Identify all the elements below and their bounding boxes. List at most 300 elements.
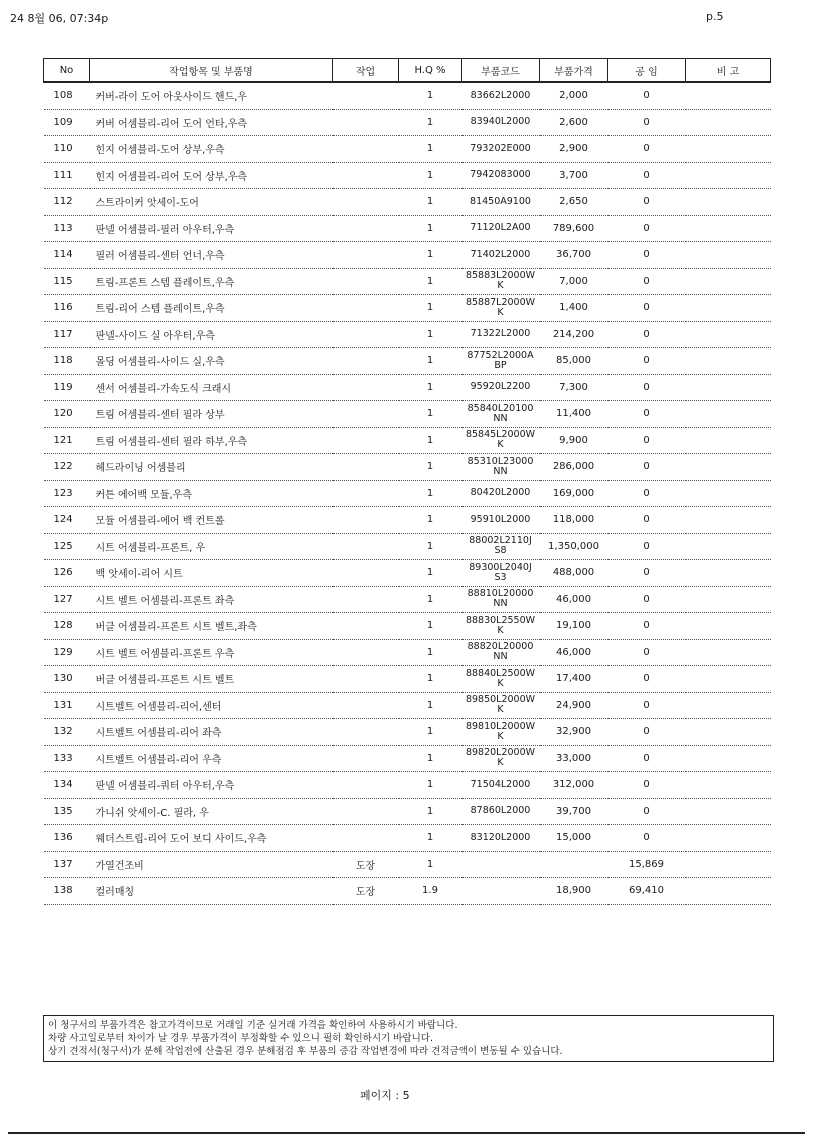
- cell-labor: 0: [608, 533, 686, 560]
- cell-qty: 1: [399, 533, 462, 560]
- cell-name: 커버-라이 도어 아웃사이드 핸드,우: [90, 82, 333, 109]
- cell-price: 214,200: [540, 321, 608, 348]
- part-code-suffix: S8: [494, 545, 507, 557]
- table-row: [44, 719, 771, 746]
- cell-qty: 1: [399, 374, 462, 401]
- cell-name: 힌지 어셈블리-리어 도어 상부,우측: [90, 162, 333, 189]
- cell-no: 117: [44, 321, 90, 348]
- page-footer: 페이지 : 5: [360, 1089, 410, 1102]
- table-row: [44, 82, 771, 109]
- cell-work: [333, 666, 399, 693]
- table-row: [44, 454, 771, 481]
- table-row: [44, 798, 771, 825]
- cell-code: [462, 348, 540, 375]
- cell-code: 71402L2000: [462, 242, 540, 269]
- cell-labor: 0: [608, 586, 686, 613]
- cell-price: 24,900: [540, 692, 608, 719]
- cell-note: [686, 719, 771, 746]
- cell-note: [686, 268, 771, 295]
- cell-qty: 1: [399, 745, 462, 772]
- cell-note: [686, 321, 771, 348]
- cell-code: [462, 719, 540, 746]
- cell-price: 32,900: [540, 719, 608, 746]
- cell-qty: 1: [399, 109, 462, 136]
- cell-price: 169,000: [540, 480, 608, 507]
- cell-price: 7,300: [540, 374, 608, 401]
- cell-code: [462, 268, 540, 295]
- table-row: [44, 427, 771, 454]
- cell-note: [686, 586, 771, 613]
- cell-note: [686, 878, 771, 905]
- cell-labor: 0: [608, 613, 686, 640]
- cell-no: 130: [44, 666, 90, 693]
- cell-code: [462, 560, 540, 587]
- cell-labor: 0: [608, 772, 686, 799]
- part-code-line: 85887L2000W: [465, 296, 536, 308]
- cell-note: [686, 798, 771, 825]
- table-body: [44, 82, 771, 904]
- cell-name: 버클 어셈블리-프론트 시트 벨트: [90, 666, 333, 693]
- cell-labor: 0: [608, 348, 686, 375]
- table-row: [44, 745, 771, 772]
- cell-qty: 1: [399, 639, 462, 666]
- cell-code: 80420L2000: [462, 480, 540, 507]
- cell-labor: 0: [608, 215, 686, 242]
- cell-labor: 15,869: [608, 851, 686, 878]
- cell-price: 39,700: [540, 798, 608, 825]
- cell-no: 119: [44, 374, 90, 401]
- cell-name: 힌지 어셈블리-도어 상부,우측: [90, 136, 333, 163]
- cell-code: [462, 533, 540, 560]
- table-row: [44, 878, 771, 905]
- cell-note: [686, 401, 771, 428]
- cell-qty: 1: [399, 189, 462, 216]
- cell-code: 81450A9100: [462, 189, 540, 216]
- table-row: [44, 560, 771, 587]
- table-row: [44, 586, 771, 613]
- cell-no: 123: [44, 480, 90, 507]
- cell-code: 87860L2000: [462, 798, 540, 825]
- cell-work: [333, 825, 399, 852]
- cell-labor: 0: [608, 639, 686, 666]
- cell-labor: 0: [608, 295, 686, 322]
- cell-qty: 1: [399, 401, 462, 428]
- part-code-suffix: NN: [493, 598, 508, 610]
- cell-note: [686, 109, 771, 136]
- notice-line: 이 청구서의 부품가격은 참고가격이므로 거래일 기준 실거래 가격을 확인하여 사용하시기 바랍니다.: [48, 1020, 458, 1031]
- cell-note: [686, 295, 771, 322]
- cell-work: [333, 507, 399, 534]
- cell-work: [333, 745, 399, 772]
- table-row: [44, 109, 771, 136]
- cell-price: 85,000: [540, 348, 608, 375]
- cell-price: 1,350,000: [540, 533, 608, 560]
- header-work: 작업: [333, 59, 399, 83]
- cell-qty: 1: [399, 162, 462, 189]
- cell-name: 시트벨트 어셈블리-리어 좌측: [90, 719, 333, 746]
- cell-name: 트림 어셈블리-센터 필라 상부: [90, 401, 333, 428]
- part-code-line: 85845L2000W: [465, 429, 536, 441]
- cell-qty: 1: [399, 82, 462, 109]
- cell-work: [333, 427, 399, 454]
- cell-qty: 1: [399, 507, 462, 534]
- cell-no: 134: [44, 772, 90, 799]
- cell-work: 도장: [333, 851, 399, 878]
- cell-labor: 0: [608, 825, 686, 852]
- cell-note: [686, 136, 771, 163]
- cell-no: 129: [44, 639, 90, 666]
- cell-name: 센서 어셈블리-가속도식 크래시: [90, 374, 333, 401]
- cell-work: [333, 82, 399, 109]
- header-name: 작업항목 및 부품명: [90, 59, 333, 83]
- cell-labor: 0: [608, 719, 686, 746]
- cell-price: 488,000: [540, 560, 608, 587]
- cell-qty: 1: [399, 480, 462, 507]
- cell-price: 46,000: [540, 586, 608, 613]
- part-code-line: 88810L20000: [467, 588, 534, 600]
- cell-no: 136: [44, 825, 90, 852]
- cell-work: [333, 348, 399, 375]
- cell-no: 120: [44, 401, 90, 428]
- cell-no: 111: [44, 162, 90, 189]
- cell-code: [462, 692, 540, 719]
- cell-price: 15,000: [540, 825, 608, 852]
- cell-work: [333, 719, 399, 746]
- cell-labor: 0: [608, 82, 686, 109]
- cell-labor: 0: [608, 507, 686, 534]
- cell-price: 9,900: [540, 427, 608, 454]
- cell-qty: 1: [399, 242, 462, 269]
- cell-qty: 1: [399, 215, 462, 242]
- cell-labor: 0: [608, 109, 686, 136]
- cell-code: 71322L2000: [462, 321, 540, 348]
- cell-work: [333, 692, 399, 719]
- part-code-suffix: K: [497, 757, 504, 769]
- cell-note: [686, 772, 771, 799]
- cell-name: 시트 벨트 어셈블리-프론트 우측: [90, 639, 333, 666]
- cell-note: [686, 825, 771, 852]
- cell-code: [462, 851, 540, 878]
- cell-note: [686, 454, 771, 481]
- cell-note: [686, 639, 771, 666]
- cell-work: [333, 586, 399, 613]
- cell-price: 2,600: [540, 109, 608, 136]
- cell-code: 71504L2000: [462, 772, 540, 799]
- cell-code: 71120L2A00: [462, 215, 540, 242]
- part-code-line: 87752L2000A: [467, 349, 534, 361]
- cell-code: 83940L2000: [462, 109, 540, 136]
- table-row: [44, 215, 771, 242]
- cell-qty: 1: [399, 427, 462, 454]
- cell-code: 793202E000: [462, 136, 540, 163]
- cell-note: [686, 348, 771, 375]
- cell-labor: 0: [608, 162, 686, 189]
- cell-code: [462, 427, 540, 454]
- cell-labor: 0: [608, 454, 686, 481]
- notice-line: 상기 견적서(청구서)가 분해 작업전에 산출된 경우 분해점검 후 부품의 증감 작업변경에 따라 견적금액이 변동될 수 있습니다.: [48, 1046, 563, 1057]
- cell-labor: 0: [608, 560, 686, 587]
- cell-work: [333, 189, 399, 216]
- cell-name: 시트벨트 어셈블리-리어 우측: [90, 745, 333, 772]
- part-code-suffix: K: [497, 624, 504, 636]
- cell-labor: 0: [608, 666, 686, 693]
- cell-code: 95920L2200: [462, 374, 540, 401]
- cell-work: [333, 162, 399, 189]
- cell-price: 118,000: [540, 507, 608, 534]
- cell-work: [333, 136, 399, 163]
- cell-name: 헤드라이닝 어셈블리: [90, 454, 333, 481]
- cell-work: 도장: [333, 878, 399, 905]
- part-code-line: 85840L20100: [467, 402, 534, 414]
- part-code-line: 89820L2000W: [465, 747, 536, 759]
- cell-code: [462, 878, 540, 905]
- notice-line: 차량 사고일로부터 차이가 날 경우 부품가격이 부정확할 수 있으니 필히 확인하시기 바랍니다.: [48, 1033, 433, 1044]
- cell-work: [333, 772, 399, 799]
- part-code-suffix: NN: [493, 465, 508, 477]
- cell-labor: 0: [608, 480, 686, 507]
- cell-price: 2,650: [540, 189, 608, 216]
- cell-no: 113: [44, 215, 90, 242]
- header-code: 부품코드: [462, 59, 540, 83]
- table-row: [44, 639, 771, 666]
- table-row: [44, 268, 771, 295]
- cell-work: [333, 613, 399, 640]
- table-row: [44, 772, 771, 799]
- cell-note: [686, 215, 771, 242]
- cell-code: [462, 295, 540, 322]
- cell-name: 트림 어셈블리-센터 필라 하부,우측: [90, 427, 333, 454]
- cell-price: 33,000: [540, 745, 608, 772]
- cell-price: 18,900: [540, 878, 608, 905]
- header-labor: 공 임: [608, 59, 686, 83]
- part-code-suffix: K: [497, 704, 504, 716]
- parts-table: [43, 58, 771, 905]
- cell-work: [333, 268, 399, 295]
- table-row: [44, 533, 771, 560]
- part-code-line: 88830L2550W: [465, 614, 536, 626]
- cell-code: [462, 613, 540, 640]
- cell-work: [333, 639, 399, 666]
- cell-qty: 1: [399, 560, 462, 587]
- part-code-line: 88840L2500W: [465, 667, 536, 679]
- notice-box: [43, 1015, 774, 1062]
- cell-work: [333, 374, 399, 401]
- cell-no: 138: [44, 878, 90, 905]
- part-code-line: 85310L23000: [467, 455, 534, 467]
- cell-name: 트림-프론트 스텝 플레이트,우측: [90, 268, 333, 295]
- cell-no: 128: [44, 613, 90, 640]
- cell-name: 컬러매칭: [90, 878, 333, 905]
- part-code-line: 88820L20000: [467, 641, 534, 653]
- cell-qty: 1: [399, 772, 462, 799]
- cell-labor: 0: [608, 692, 686, 719]
- estimate-sheet: [43, 58, 770, 905]
- cell-qty: 1.9: [399, 878, 462, 905]
- part-code-line: 89850L2000W: [465, 694, 536, 706]
- cell-no: 118: [44, 348, 90, 375]
- cell-name: 웨더스트립-리어 도어 보디 사이드,우측: [90, 825, 333, 852]
- table-row: [44, 613, 771, 640]
- cell-code: [462, 745, 540, 772]
- cell-work: [333, 560, 399, 587]
- cell-price: 1,400: [540, 295, 608, 322]
- table-row: [44, 401, 771, 428]
- cell-note: [686, 374, 771, 401]
- cell-price: 286,000: [540, 454, 608, 481]
- cell-labor: 0: [608, 401, 686, 428]
- part-code-suffix: S3: [494, 571, 507, 583]
- part-code-suffix: BP: [494, 359, 507, 371]
- cell-name: 시트 벨트 어셈블리-프론트 좌측: [90, 586, 333, 613]
- part-code-suffix: NN: [493, 651, 508, 663]
- cell-work: [333, 533, 399, 560]
- cell-name: 커튼 에어백 모듈,우측: [90, 480, 333, 507]
- cell-no: 127: [44, 586, 90, 613]
- cell-name: 커버 어셈블리-리어 도어 언타,우측: [90, 109, 333, 136]
- cell-labor: 0: [608, 427, 686, 454]
- cell-code: 95910L2000: [462, 507, 540, 534]
- page-number: p.5: [706, 10, 724, 23]
- cell-note: [686, 692, 771, 719]
- cell-labor: 0: [608, 242, 686, 269]
- cell-qty: 1: [399, 613, 462, 640]
- header-no: No: [44, 59, 90, 83]
- cell-name: 스트라이커 앗세이-도어: [90, 189, 333, 216]
- cell-note: [686, 560, 771, 587]
- cell-qty: 1: [399, 268, 462, 295]
- cell-no: 112: [44, 189, 90, 216]
- cell-note: [686, 242, 771, 269]
- cell-labor: 0: [608, 798, 686, 825]
- cell-no: 121: [44, 427, 90, 454]
- part-code-suffix: NN: [493, 412, 508, 424]
- cell-no: 116: [44, 295, 90, 322]
- cell-note: [686, 613, 771, 640]
- part-code-line: 88002L2110J: [469, 535, 532, 547]
- cell-no: 135: [44, 798, 90, 825]
- cell-price: 2,000: [540, 82, 608, 109]
- cell-code: 83120L2000: [462, 825, 540, 852]
- cell-code: 7942083000: [462, 162, 540, 189]
- table-row: [44, 507, 771, 534]
- cell-work: [333, 454, 399, 481]
- cell-price: 46,000: [540, 639, 608, 666]
- cell-price: 11,400: [540, 401, 608, 428]
- table-row: [44, 825, 771, 852]
- cell-no: 131: [44, 692, 90, 719]
- cell-price: 17,400: [540, 666, 608, 693]
- cell-labor: 0: [608, 374, 686, 401]
- cell-no: 115: [44, 268, 90, 295]
- table-row: [44, 666, 771, 693]
- cell-no: 109: [44, 109, 90, 136]
- cell-code: [462, 639, 540, 666]
- cell-no: 137: [44, 851, 90, 878]
- cell-code: [462, 666, 540, 693]
- table-row: [44, 295, 771, 322]
- cell-labor: 0: [608, 745, 686, 772]
- table-row: [44, 242, 771, 269]
- cell-note: [686, 480, 771, 507]
- cell-name: 가열건조비: [90, 851, 333, 878]
- cell-name: 판넬 어셈블리-필러 아우터,우측: [90, 215, 333, 242]
- cell-name: 시트 어셈블리-프론트, 우: [90, 533, 333, 560]
- cell-labor: 0: [608, 268, 686, 295]
- cell-name: 모듈 어셈블리-에어 백 컨트롤: [90, 507, 333, 534]
- cell-no: 110: [44, 136, 90, 163]
- table-row: [44, 692, 771, 719]
- table-row: [44, 162, 771, 189]
- cell-labor: 69,410: [608, 878, 686, 905]
- cell-name: 시트벨트 어셈블리-리어,센터: [90, 692, 333, 719]
- cell-price: 2,900: [540, 136, 608, 163]
- table-row: [44, 189, 771, 216]
- cell-no: 124: [44, 507, 90, 534]
- cell-note: [686, 189, 771, 216]
- cell-qty: 1: [399, 825, 462, 852]
- cell-code: [462, 586, 540, 613]
- cell-no: 114: [44, 242, 90, 269]
- cell-qty: 1: [399, 666, 462, 693]
- cell-note: [686, 745, 771, 772]
- cell-note: [686, 507, 771, 534]
- cell-qty: 1: [399, 692, 462, 719]
- cell-price: 36,700: [540, 242, 608, 269]
- cell-code: 83662L2000: [462, 82, 540, 109]
- table-row: [44, 321, 771, 348]
- cell-labor: 0: [608, 136, 686, 163]
- cell-qty: 1: [399, 295, 462, 322]
- cell-qty: 1: [399, 454, 462, 481]
- cell-price: [540, 851, 608, 878]
- table-row: [44, 348, 771, 375]
- cell-no: 122: [44, 454, 90, 481]
- cell-note: [686, 162, 771, 189]
- part-code-suffix: K: [497, 280, 504, 292]
- cell-qty: 1: [399, 798, 462, 825]
- cell-work: [333, 401, 399, 428]
- cell-no: 108: [44, 82, 90, 109]
- cell-no: 125: [44, 533, 90, 560]
- header-qty: H.Q %: [399, 59, 462, 83]
- cell-labor: 0: [608, 321, 686, 348]
- cell-price: 3,700: [540, 162, 608, 189]
- table-header: [44, 59, 771, 83]
- table-row: [44, 851, 771, 878]
- divider: [8, 1132, 805, 1134]
- part-code-line: 85883L2000W: [465, 270, 536, 282]
- cell-name: 가니쉬 앗세이-C. 필라, 우: [90, 798, 333, 825]
- cell-work: [333, 109, 399, 136]
- part-code-suffix: K: [497, 677, 504, 689]
- cell-name: 트림-리어 스텝 플레이트,우측: [90, 295, 333, 322]
- cell-work: [333, 321, 399, 348]
- cell-work: [333, 295, 399, 322]
- cell-note: [686, 427, 771, 454]
- part-code-suffix: K: [497, 730, 504, 742]
- cell-work: [333, 798, 399, 825]
- cell-work: [333, 242, 399, 269]
- part-code-line: 89300L2040J: [469, 561, 532, 573]
- cell-price: 312,000: [540, 772, 608, 799]
- cell-no: 132: [44, 719, 90, 746]
- cell-note: [686, 666, 771, 693]
- cell-name: 판넬 어셈블리-쿼터 아우터,우측: [90, 772, 333, 799]
- cell-qty: 1: [399, 321, 462, 348]
- cell-qty: 1: [399, 136, 462, 163]
- cell-work: [333, 215, 399, 242]
- cell-no: 126: [44, 560, 90, 587]
